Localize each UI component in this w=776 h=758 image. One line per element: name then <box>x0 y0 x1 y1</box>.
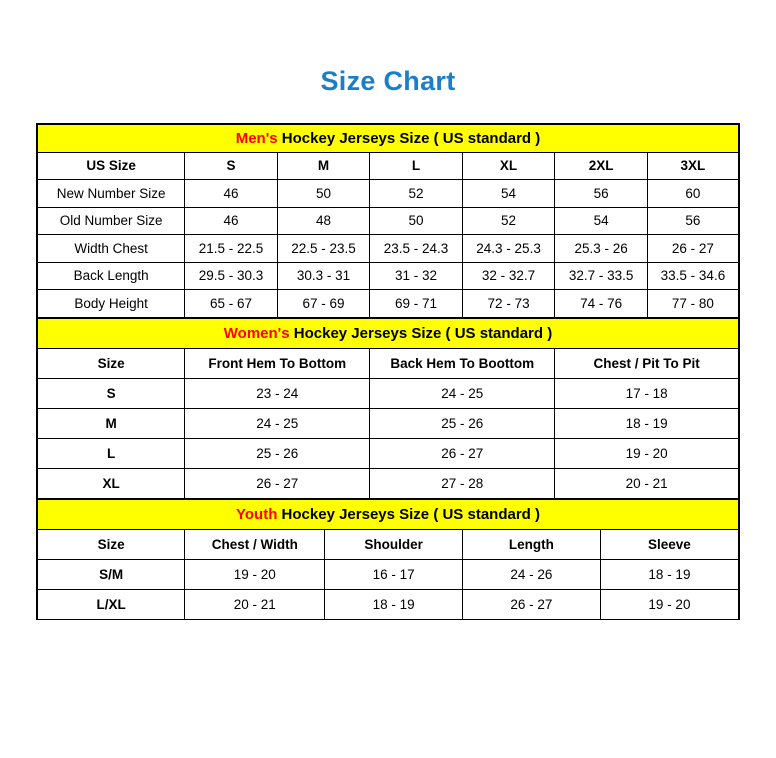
womens-row-1-val-1: 25 - 26 <box>370 408 555 438</box>
table-row <box>38 235 739 263</box>
womens-col-3: Chest / Pit To Pit <box>555 348 739 378</box>
mens-header-row <box>38 152 739 180</box>
youth-row-1-val-3: 19 - 20 <box>600 589 738 619</box>
youth-row-0-val-1: 16 - 17 <box>325 559 462 589</box>
size-tables-container <box>36 123 740 620</box>
womens-row-1-val-2: 18 - 19 <box>555 408 739 438</box>
youth-col-2: Shoulder <box>325 529 462 559</box>
womens-row-2-val-2: 19 - 20 <box>555 438 739 468</box>
youth-row-1-val-0: 20 - 21 <box>185 589 325 619</box>
youth-row-0-val-3: 18 - 19 <box>600 559 738 589</box>
mens-col-6: 3XL <box>647 152 738 180</box>
mens-row-1-label: Old Number Size <box>38 207 185 235</box>
mens-row-0-val-1: 50 <box>277 180 370 208</box>
size-chart-page <box>0 66 776 758</box>
mens-row-0-label: New Number Size <box>38 180 185 208</box>
table-row <box>38 262 739 290</box>
youth-banner-cell <box>38 499 739 529</box>
mens-row-2-val-1: 22.5 - 23.5 <box>277 235 370 263</box>
womens-banner-row <box>38 318 739 348</box>
youth-banner-row <box>38 499 739 529</box>
mens-row-1-val-2: 50 <box>370 207 463 235</box>
table-row <box>38 438 739 468</box>
youth-banner-rest: Hockey Jerseys Size ( US standard ) <box>277 505 540 523</box>
womens-row-3-val-1: 27 - 28 <box>370 468 555 498</box>
mens-row-1-val-4: 54 <box>555 207 648 235</box>
mens-row-0-val-5: 60 <box>647 180 738 208</box>
mens-col-2: M <box>277 152 370 180</box>
youth-row-1-size: L/XL <box>38 589 185 619</box>
womens-row-1-size: M <box>38 408 185 438</box>
table-row <box>38 559 739 589</box>
womens-row-1-val-0: 24 - 25 <box>185 408 370 438</box>
womens-row-3-val-0: 26 - 27 <box>185 468 370 498</box>
mens-row-0-val-2: 52 <box>370 180 463 208</box>
mens-row-3-val-2: 31 - 32 <box>370 262 463 290</box>
mens-size-table <box>37 124 739 318</box>
womens-col-2: Back Hem To Boottom <box>370 348 555 378</box>
mens-banner-cell <box>38 125 739 153</box>
mens-banner-accent: Men's <box>235 129 278 147</box>
mens-row-2-val-0: 21.5 - 22.5 <box>185 235 278 263</box>
mens-row-2-val-5: 26 - 27 <box>647 235 738 263</box>
mens-col-4: XL <box>462 152 555 180</box>
womens-header-row <box>38 348 739 378</box>
table-row <box>38 290 739 318</box>
womens-size-table <box>37 318 739 499</box>
youth-col-3: Length <box>462 529 600 559</box>
womens-row-2-size: L <box>38 438 185 468</box>
womens-col-1: Front Hem To Bottom <box>185 348 370 378</box>
womens-row-0-val-2: 17 - 18 <box>555 378 739 408</box>
womens-row-0-size: S <box>38 378 185 408</box>
page-title: Size Chart <box>320 66 456 96</box>
mens-row-1-val-5: 56 <box>647 207 738 235</box>
mens-row-2-val-2: 23.5 - 24.3 <box>370 235 463 263</box>
womens-row-3-size: XL <box>38 468 185 498</box>
womens-row-3-val-2: 20 - 21 <box>555 468 739 498</box>
mens-row-4-label: Body Height <box>38 290 185 318</box>
table-row <box>38 468 739 498</box>
youth-row-1-val-2: 26 - 27 <box>462 589 600 619</box>
youth-banner-accent: Youth <box>236 505 278 523</box>
mens-row-2-label: Width Chest <box>38 235 185 263</box>
mens-row-2-val-4: 25.3 - 26 <box>555 235 648 263</box>
youth-col-0: Size <box>38 529 185 559</box>
womens-banner-accent: Women's <box>223 324 290 342</box>
mens-row-4-val-3: 72 - 73 <box>462 290 555 318</box>
table-row <box>38 180 739 208</box>
womens-banner-rest: Hockey Jerseys Size ( US standard ) <box>289 324 553 342</box>
mens-row-4-val-1: 67 - 69 <box>277 290 370 318</box>
womens-row-2-val-1: 26 - 27 <box>370 438 555 468</box>
mens-row-4-val-5: 77 - 80 <box>647 290 738 318</box>
table-row <box>38 408 739 438</box>
mens-row-1-val-3: 52 <box>462 207 555 235</box>
mens-banner-rest: Hockey Jerseys Size ( US standard ) <box>277 129 541 147</box>
table-row <box>38 589 739 619</box>
mens-row-3-label: Back Length <box>38 262 185 290</box>
mens-row-0-val-0: 46 <box>185 180 278 208</box>
mens-row-3-val-3: 32 - 32.7 <box>462 262 555 290</box>
womens-row-2-val-0: 25 - 26 <box>185 438 370 468</box>
youth-row-0-size: S/M <box>38 559 185 589</box>
youth-row-1-val-1: 18 - 19 <box>325 589 462 619</box>
youth-header-row <box>38 529 739 559</box>
youth-row-0-val-2: 24 - 26 <box>462 559 600 589</box>
youth-col-4: Sleeve <box>600 529 738 559</box>
mens-row-4-val-2: 69 - 71 <box>370 290 463 318</box>
mens-row-3-val-0: 29.5 - 30.3 <box>185 262 278 290</box>
mens-row-0-val-4: 56 <box>555 180 648 208</box>
mens-row-2-val-3: 24.3 - 25.3 <box>462 235 555 263</box>
mens-row-3-val-5: 33.5 - 34.6 <box>647 262 738 290</box>
mens-row-3-val-4: 32.7 - 33.5 <box>555 262 648 290</box>
table-row <box>38 207 739 235</box>
mens-row-0-val-3: 54 <box>462 180 555 208</box>
womens-row-0-val-0: 23 - 24 <box>185 378 370 408</box>
mens-row-3-val-1: 30.3 - 31 <box>277 262 370 290</box>
mens-col-0: US Size <box>38 152 185 180</box>
youth-size-table <box>37 499 739 620</box>
table-row <box>38 378 739 408</box>
mens-col-1: S <box>185 152 278 180</box>
youth-row-0-val-0: 19 - 20 <box>185 559 325 589</box>
mens-banner-row <box>38 125 739 153</box>
mens-col-3: L <box>370 152 463 180</box>
womens-col-0: Size <box>38 348 185 378</box>
mens-row-1-val-0: 46 <box>185 207 278 235</box>
youth-col-1: Chest / Width <box>185 529 325 559</box>
mens-row-1-val-1: 48 <box>277 207 370 235</box>
mens-col-5: 2XL <box>555 152 648 180</box>
mens-row-4-val-0: 65 - 67 <box>185 290 278 318</box>
mens-row-4-val-4: 74 - 76 <box>555 290 648 318</box>
womens-banner-cell <box>38 318 739 348</box>
womens-row-0-val-1: 24 - 25 <box>370 378 555 408</box>
